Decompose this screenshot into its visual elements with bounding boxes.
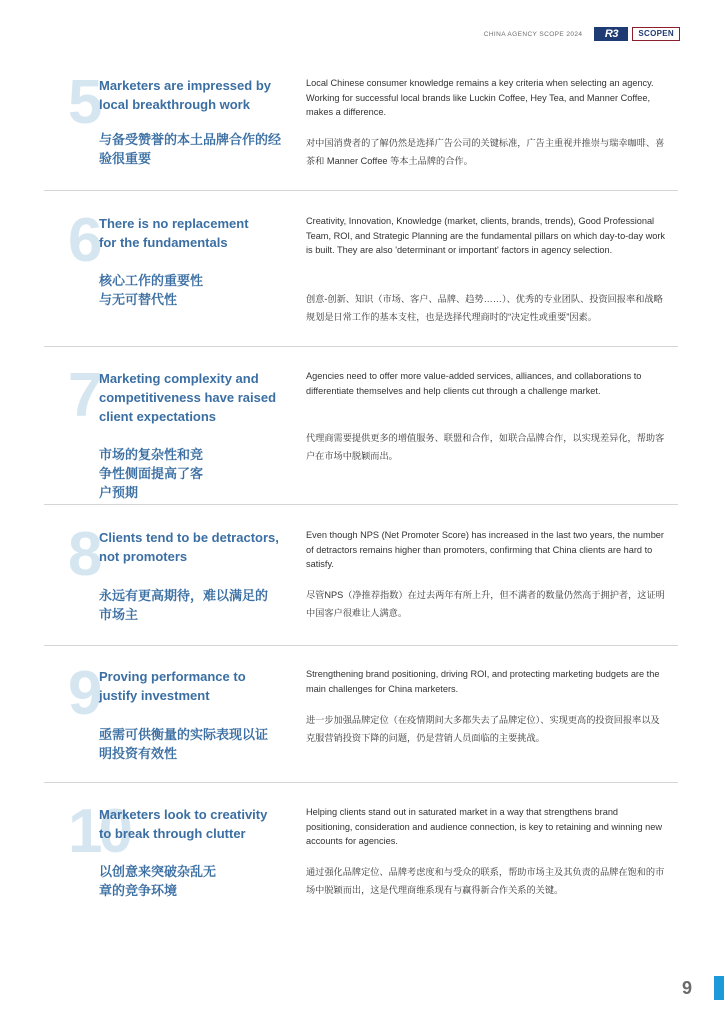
report-title: CHINA AGENCY SCOPE 2024 — [483, 30, 583, 38]
page-accent-bar — [714, 976, 724, 1000]
section-title-en: Marketing complexity and competitiveness have raised client expectations — [99, 371, 277, 424]
section-title-en: Clients tend to be detractors, not promoters — [99, 530, 279, 564]
section-title-cn: 与备受赞誉的本土品牌合作的经验很重要 — [99, 132, 282, 166]
section-divider — [44, 782, 678, 783]
section-desc-en: Helping clients stand out in saturated market in a way that strengthens brand positioning, consideration and audience connection, is key to retaining and winning new accounts for agencies. — [306, 807, 662, 847]
section-divider — [44, 190, 678, 191]
section-desc-cn: 对中国消费者的了解仍然是选择广告公司的关键标准，广告主重视并推崇与瑞幸咖啡、喜茶和 Manner Coffee 等本土品牌的合作。 — [306, 138, 665, 166]
section-title-en: Marketers are impressed by local breakthrough work — [99, 78, 271, 112]
page-number: 9 — [681, 978, 692, 998]
section-divider — [44, 645, 678, 646]
finding-section-7 — [44, 361, 678, 500]
section-divider — [44, 504, 678, 505]
section-desc-en: Strengthening brand positioning, driving ROI, and protecting marketing budgets are the main challenges for China marketers. — [306, 669, 660, 694]
finding-section-5 — [44, 68, 678, 186]
section-number: 9 — [68, 659, 99, 728]
section-desc-en: Even though NPS (Net Promoter Score) has increased in the last two years, the number of detractors remains higher than promoters, confirming that China clients are hard to satisfy. — [306, 530, 664, 570]
section-number: 5 — [68, 68, 99, 137]
r3-logo: R3 — [594, 27, 628, 41]
section-desc-cn: 尽管NPS（净推荐指数）在过去两年有所上升，但不满者的数量仍然高于拥护者，这证明中国客户很难让人满意。 — [306, 590, 665, 618]
section-desc-cn: 创意-创新、知识（市场、客户、品牌、趋势……）、优秀的专业团队、投资回报率和战略规划是日常工作的基本支柱，也是选择代理商时的“决定性或重要”因素。 — [306, 294, 663, 322]
section-number: 6 — [68, 206, 99, 275]
section-divider — [44, 346, 678, 347]
section-title-cn: 以创意来突破杂乱无章的竞争环境 — [99, 864, 217, 898]
section-desc-cn: 代理商需要提供更多的增值服务、联盟和合作，如联合品牌合作，以实现差异化，帮助客户在市场中脱颖而出。 — [306, 433, 665, 461]
section-title-cn: 亟需可供衡量的实际表现以证明投资有效性 — [99, 727, 269, 761]
page-header — [484, 26, 680, 42]
section-title-en: There is no replacement for the fundamentals — [99, 216, 249, 250]
finding-section-6 — [44, 206, 678, 334]
section-title-en: Marketers look to creativity to break through clutter — [99, 807, 268, 841]
section-number: 8 — [68, 520, 99, 589]
finding-section-9 — [44, 659, 678, 767]
section-desc-cn: 通过强化品牌定位、品牌考虑度和与受众的联系，帮助市场主及其负责的品牌在饱和的市场中脱颖而出，这是代理商维系现有与赢得新合作关系的关键。 — [306, 867, 665, 895]
section-desc-cn: 进一步加强品牌定位（在疫情期间大多都失去了品牌定位）、实现更高的投资回报率以及克服营销投资下降的问题，仍是营销人员面临的主要挑战。 — [306, 715, 660, 743]
section-number: 7 — [68, 361, 99, 430]
section-desc-en: Creativity, Innovation, Knowledge (market, clients, brands, trends), Good Professional Team, ROI, and Strategic Planning are the fundamental pillars on which day-to-day work is built. They are also 'determinant or important' factors in agency selection. — [306, 216, 666, 256]
section-title-cn: 永远有更高期待，难以满足的市场主 — [99, 588, 269, 622]
section-desc-en: Local Chinese consumer knowledge remains a key criteria when selecting an agency. Working for successful local brands like Luckin Coffee, Hey Tea, and Manner Coffee, makes a difference. — [306, 78, 654, 118]
section-title-cn: 核心工作的重要性与无可替代性 — [99, 273, 204, 307]
finding-section-10 — [44, 797, 678, 905]
scopen-logo: SCOPEN — [632, 27, 680, 41]
section-desc-en: Agencies need to offer more value-added services, alliances, and collaborations to differentiate themselves and help clients cut through a challenge market. — [306, 371, 642, 396]
section-number: 10 — [68, 797, 129, 866]
section-title-en: Proving performance to justify investment — [99, 669, 246, 703]
finding-section-8 — [44, 520, 678, 628]
section-title-cn: 市场的复杂性和竞争性侧面提高了客户预期 — [99, 447, 204, 500]
